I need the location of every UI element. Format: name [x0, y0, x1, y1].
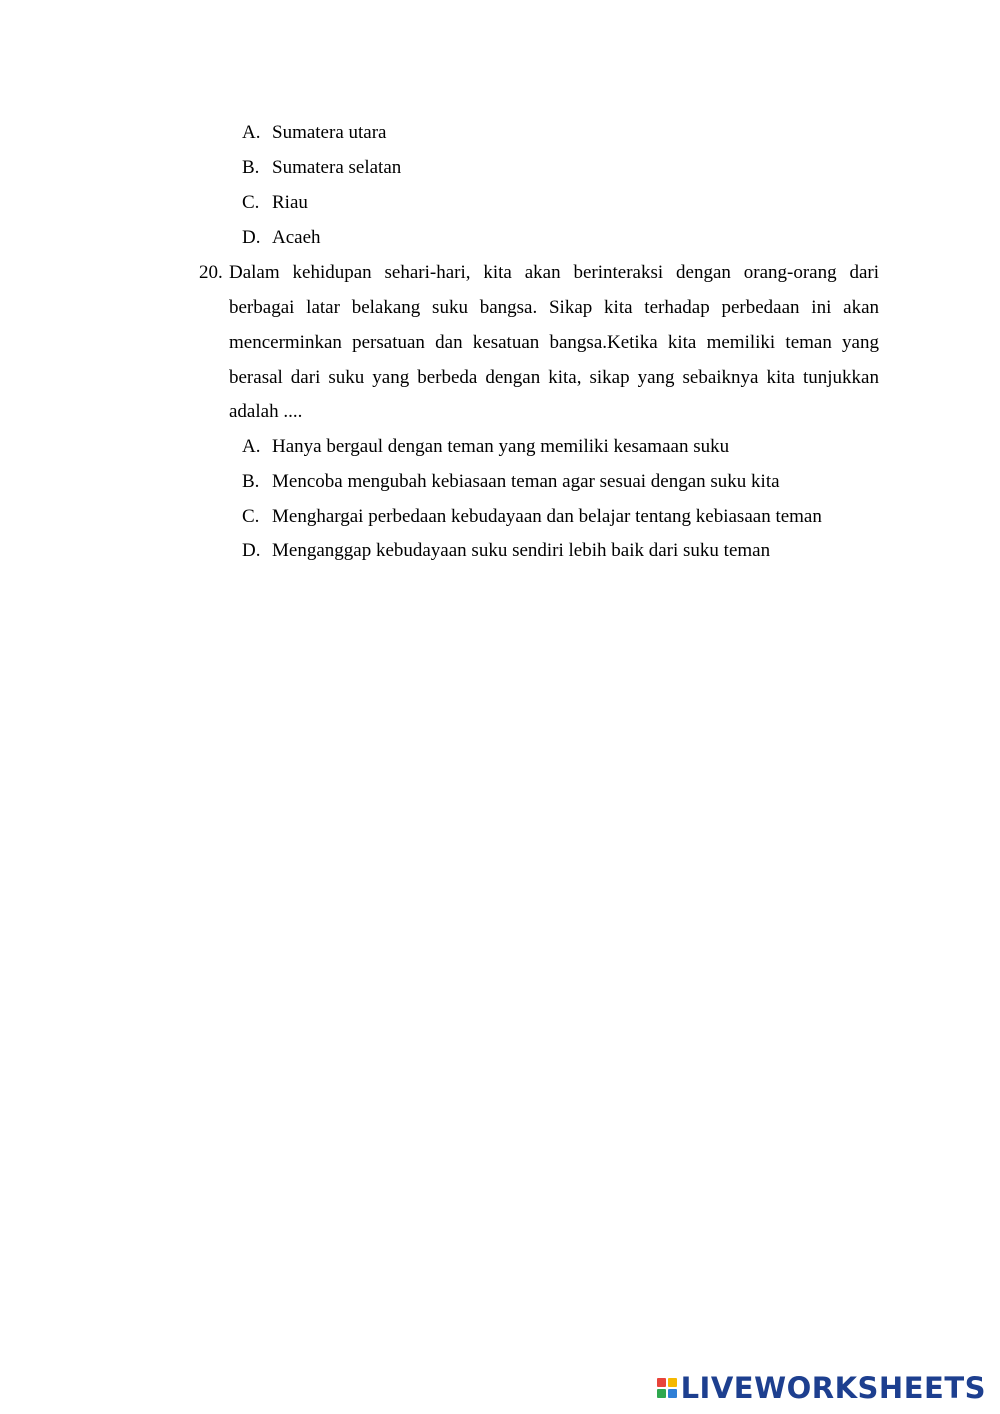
option-text: Menganggap kebudayaan suku sendiri lebih baik dari suku teman	[272, 540, 771, 561]
q19-option-b	[242, 157, 401, 179]
q19-option-d	[242, 227, 321, 249]
option-letter: B.	[242, 157, 260, 178]
option-text: Sumatera utara	[272, 122, 387, 143]
option-text: Sumatera selatan	[272, 157, 402, 178]
logo-square-blue	[668, 1389, 677, 1398]
liveworksheets-logo[interactable]	[657, 1370, 986, 1406]
option-letter: A.	[242, 436, 261, 457]
option-letter: C.	[242, 506, 260, 527]
option-letter: D.	[242, 540, 261, 561]
liveworksheets-logo-icon	[657, 1378, 677, 1398]
q20-option-b	[242, 471, 780, 493]
question-text-line-4: berasal dari suku yang berbeda dengan kita, sikap yang sebaiknya kita tunjukkan	[229, 367, 879, 388]
option-letter: C.	[242, 192, 260, 213]
option-text: Hanya bergaul dengan teman yang memiliki kesamaan suku	[272, 436, 730, 457]
question-text-line-5: adalah ....	[229, 401, 303, 422]
question-text-line-2: berbagai latar belakang suku bangsa. Sikap kita terhadap perbedaan ini akan	[229, 297, 879, 318]
question-text-line-3: mencerminkan persatuan dan kesatuan bangsa.Ketika kita memiliki teman yang	[229, 332, 879, 353]
logo-text: LIVEWORKSHEETS	[680, 1371, 986, 1405]
option-letter: D.	[242, 227, 261, 248]
option-letter: A.	[242, 122, 261, 143]
q20-option-d	[242, 540, 770, 562]
logo-square-yellow	[668, 1378, 677, 1387]
question-number: 20.	[199, 262, 223, 283]
q19-option-c	[242, 192, 308, 214]
q20-option-a	[242, 436, 729, 458]
option-text: Riau	[272, 192, 308, 213]
q19-option-a	[242, 122, 386, 144]
option-text: Acaeh	[272, 227, 321, 248]
option-text: Menghargai perbedaan kebudayaan dan belajar tentang kebiasaan teman	[272, 506, 822, 527]
logo-square-green	[657, 1389, 666, 1398]
option-letter: B.	[242, 471, 260, 492]
logo-square-red	[657, 1378, 666, 1387]
option-text: Mencoba mengubah kebiasaan teman agar sesuai dengan suku kita	[272, 471, 780, 492]
q20-option-c	[242, 506, 822, 528]
question-text-line-1: Dalam kehidupan sehari-hari, kita akan berinteraksi dengan orang-orang dari	[229, 262, 879, 283]
